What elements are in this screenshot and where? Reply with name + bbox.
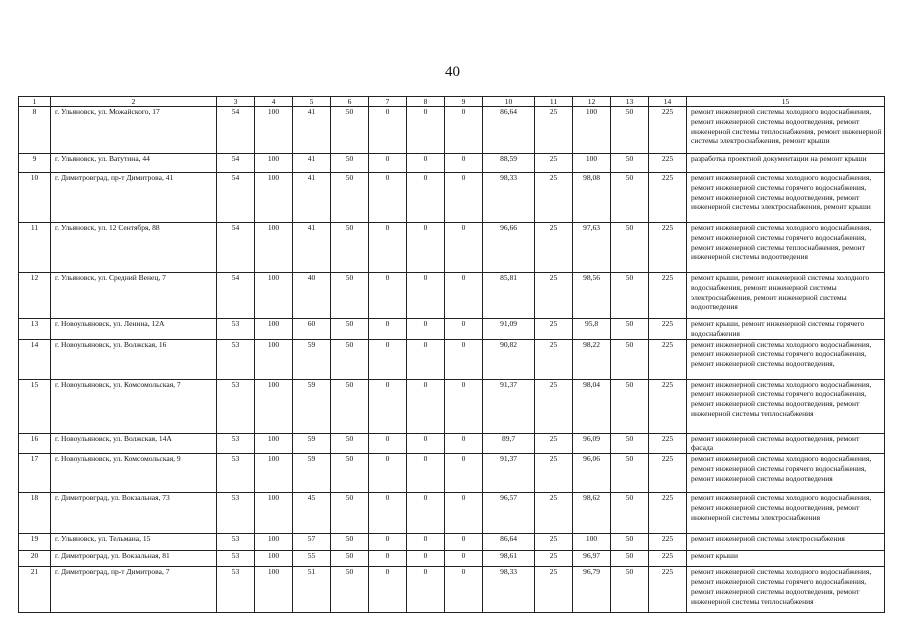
work-description-cell: ремонт крыши, ремонт инженерной системы холодного водоснабжения, ремонт инженерной системы электроснабжения, ремонт инженерной системы водоотведения [687,273,885,319]
row-number-cell: 8 [19,107,51,154]
table-cell: 50 [611,433,649,454]
table-cell: 96,97 [573,551,611,567]
table-cell: 100 [255,107,293,154]
table-cell: 50 [331,154,369,173]
table-cell: 60 [293,319,331,340]
address-cell: г. Новоульяновск, ул. Волжская, 14А [51,433,217,454]
table-cell: 100 [255,273,293,319]
table-cell: 0 [445,433,483,454]
table-cell: 25 [535,493,573,534]
column-number: 3 [217,97,255,107]
table-cell: 50 [331,319,369,340]
table-cell: 98,56 [573,273,611,319]
table-cell: 98,61 [483,551,535,567]
table-cell: 54 [217,107,255,154]
work-description-cell: ремонт инженерной системы холодного водоснабжения, ремонт инженерной системы водоотведения, ремонт инженерной системы теплоснабжения, ремонт инженерной системы электроснабжения, ремонт крыши [687,107,885,154]
table-cell: 53 [217,379,255,433]
row-number-cell: 18 [19,493,51,534]
table-cell: 59 [293,433,331,454]
table-cell: 59 [293,339,331,379]
table-cell: 225 [649,173,687,223]
table-cell: 100 [573,107,611,154]
table-row [19,433,885,454]
table-cell: 100 [255,339,293,379]
table-cell: 0 [407,454,445,493]
work-description-cell: ремонт инженерной системы электроснабжения [687,534,885,551]
table-cell: 25 [535,154,573,173]
table-cell: 0 [369,154,407,173]
table-cell: 25 [535,379,573,433]
table-cell: 41 [293,223,331,273]
table-cell: 0 [445,319,483,340]
table-cell: 86,64 [483,107,535,154]
table-cell: 0 [407,273,445,319]
address-cell: г. Новоульяновск, ул. Комсомольская, 9 [51,454,217,493]
column-number: 4 [255,97,293,107]
table-cell: 91,09 [483,319,535,340]
table-cell: 25 [535,567,573,613]
table-cell: 225 [649,534,687,551]
row-number-cell: 15 [19,379,51,433]
table-cell: 91,37 [483,454,535,493]
table-cell: 96,09 [573,433,611,454]
table-cell: 0 [445,379,483,433]
table-cell: 25 [535,433,573,454]
table-cell: 100 [255,223,293,273]
row-number-cell: 12 [19,273,51,319]
table-cell: 100 [255,154,293,173]
table-cell: 53 [217,534,255,551]
table-cell: 225 [649,551,687,567]
work-description-cell: ремонт инженерной системы холодного водоснабжения, ремонт инженерной системы водоотведения, ремонт инженерной системы электроснабжения [687,493,885,534]
table-cell: 41 [293,107,331,154]
table-cell: 0 [445,454,483,493]
column-number: 9 [445,97,483,107]
table-cell: 0 [407,319,445,340]
address-cell: г. Димитровград, ул. Вокзальная, 73 [51,493,217,534]
table-cell: 0 [369,454,407,493]
table-row [19,339,885,379]
table-cell: 0 [445,154,483,173]
table-cell: 100 [255,551,293,567]
address-cell: г. Ульяновск, ул. 12 Сентября, 88 [51,223,217,273]
address-cell: г. Димитровград, пр-т Димитрова, 7 [51,567,217,613]
table-cell: 96,66 [483,223,535,273]
table-cell: 100 [255,567,293,613]
table-cell: 0 [445,273,483,319]
table-cell: 0 [407,223,445,273]
column-number: 10 [483,97,535,107]
table-cell: 225 [649,339,687,379]
table-cell: 0 [445,493,483,534]
table-cell: 0 [369,173,407,223]
table-cell: 54 [217,154,255,173]
table-cell: 25 [535,551,573,567]
table-cell: 50 [611,379,649,433]
table-cell: 25 [535,339,573,379]
table-cell: 25 [535,173,573,223]
table-cell: 100 [573,534,611,551]
table-cell: 0 [407,339,445,379]
table-cell: 50 [331,339,369,379]
table-cell: 50 [331,551,369,567]
table-cell: 41 [293,173,331,223]
table-cell: 59 [293,379,331,433]
address-cell: г. Новоульяновск, ул. Волжская, 16 [51,339,217,379]
table-cell: 98,22 [573,339,611,379]
table-cell: 225 [649,154,687,173]
table-cell: 0 [407,433,445,454]
address-cell: г. Новоульяновск, ул. Ленина, 12А [51,319,217,340]
table-cell: 0 [369,223,407,273]
table-row [19,534,885,551]
table-cell: 41 [293,154,331,173]
table-row [19,551,885,567]
table-cell: 0 [445,551,483,567]
table-cell: 0 [445,223,483,273]
table-cell: 225 [649,379,687,433]
table-cell: 51 [293,567,331,613]
column-number: 8 [407,97,445,107]
address-cell: г. Димитровград, пр-т Димитрова, 41 [51,173,217,223]
row-number-cell: 17 [19,454,51,493]
table-cell: 225 [649,493,687,534]
table-cell: 50 [611,223,649,273]
table-cell: 97,63 [573,223,611,273]
table-row [19,319,885,340]
table-cell: 91,37 [483,379,535,433]
work-description-cell: ремонт крыши [687,551,885,567]
address-cell: г. Ульяновск, ул. Тельмана, 15 [51,534,217,551]
table-cell: 0 [369,493,407,534]
row-number-cell: 9 [19,154,51,173]
table-cell: 98,08 [573,173,611,223]
table-cell: 54 [217,273,255,319]
table-cell: 0 [407,551,445,567]
table-cell: 98,33 [483,567,535,613]
table-cell: 0 [407,493,445,534]
table-cell: 100 [255,173,293,223]
table-cell: 54 [217,223,255,273]
table-cell: 96,57 [483,493,535,534]
table-cell: 53 [217,433,255,454]
work-description-cell: ремонт крыши, ремонт инженерной системы горячего водоснабжения [687,319,885,340]
table-cell: 50 [611,173,649,223]
table-cell: 225 [649,273,687,319]
table-cell: 100 [255,379,293,433]
table-row [19,173,885,223]
column-number: 7 [369,97,407,107]
table-cell: 50 [611,454,649,493]
column-number: 5 [293,97,331,107]
table-cell: 98,04 [573,379,611,433]
table-cell: 0 [445,534,483,551]
table-row [19,493,885,534]
table-cell: 86,64 [483,534,535,551]
address-cell: г. Ульяновск, ул. Ватутина, 44 [51,154,217,173]
table-row [19,107,885,154]
table-cell: 96,79 [573,567,611,613]
table-cell: 0 [445,567,483,613]
table-cell: 0 [369,551,407,567]
table-cell: 0 [369,273,407,319]
table-cell: 0 [407,379,445,433]
table-row [19,379,885,433]
table-cell: 53 [217,454,255,493]
table-row [19,567,885,613]
table-cell: 50 [611,534,649,551]
table-cell: 89,7 [483,433,535,454]
table-cell: 25 [535,534,573,551]
table-cell: 225 [649,223,687,273]
table-row [19,454,885,493]
table-cell: 25 [535,223,573,273]
table-cell: 90,82 [483,339,535,379]
work-description-cell: ремонт инженерной системы холодного водоснабжения, ремонт инженерной системы горячего водоснабжения, ремонт инженерной системы теплоснабжения, ремонт инженерной системы водоотведения [687,223,885,273]
table-cell: 95,8 [573,319,611,340]
table-cell: 50 [331,493,369,534]
column-number: 1 [19,97,51,107]
table-cell: 100 [255,454,293,493]
column-number: 15 [687,97,885,107]
table-cell: 0 [407,567,445,613]
table-cell: 53 [217,319,255,340]
table-cell: 0 [369,379,407,433]
table-cell: 50 [331,433,369,454]
row-number-cell: 21 [19,567,51,613]
row-number-cell: 10 [19,173,51,223]
table-cell: 225 [649,567,687,613]
table-cell: 50 [331,107,369,154]
table-cell: 25 [535,273,573,319]
table-cell: 225 [649,454,687,493]
table-cell: 225 [649,433,687,454]
table-cell: 225 [649,319,687,340]
table-cell: 225 [649,107,687,154]
table-cell: 100 [573,154,611,173]
address-cell: г. Ульяновск, ул. Можайского, 17 [51,107,217,154]
table-cell: 45 [293,493,331,534]
row-number-cell: 16 [19,433,51,454]
column-number: 12 [573,97,611,107]
row-number-cell: 14 [19,339,51,379]
row-number-cell: 20 [19,551,51,567]
table-cell: 25 [535,107,573,154]
table-cell: 85,81 [483,273,535,319]
table-cell: 100 [255,433,293,454]
table-cell: 100 [255,319,293,340]
table-cell: 53 [217,551,255,567]
table-cell: 98,62 [573,493,611,534]
table-cell: 0 [445,107,483,154]
column-number: 13 [611,97,649,107]
table-cell: 0 [407,154,445,173]
work-description-cell: разработка проектной документации на ремонт крыши [687,154,885,173]
address-cell: г. Ульяновск, ул. Средний Венец, 7 [51,273,217,319]
row-number-cell: 13 [19,319,51,340]
table-row [19,154,885,173]
table-cell: 0 [445,339,483,379]
table-cell: 53 [217,339,255,379]
table-cell: 50 [611,339,649,379]
table-cell: 55 [293,551,331,567]
table-cell: 50 [331,379,369,433]
table-cell: 50 [611,551,649,567]
work-description-cell: ремонт инженерной системы холодного водоснабжения, ремонт инженерной системы горячего водоснабжения, ремонт инженерной системы водоотведения, ремонт инженерной системы электроснабжения, ремонт крыши [687,173,885,223]
table-cell: 88,59 [483,154,535,173]
table-cell: 98,33 [483,173,535,223]
table-cell: 53 [217,567,255,613]
table-cell: 0 [407,173,445,223]
table-cell: 59 [293,454,331,493]
table-row [19,273,885,319]
table-cell: 54 [217,173,255,223]
row-number-cell: 11 [19,223,51,273]
table-cell: 0 [445,173,483,223]
column-number-row [19,97,885,107]
table-cell: 0 [369,567,407,613]
row-number-cell: 19 [19,534,51,551]
table-cell: 50 [331,567,369,613]
table-cell: 25 [535,454,573,493]
table-cell: 50 [611,567,649,613]
table-cell: 0 [407,107,445,154]
work-description-cell: ремонт инженерной системы холодного водоснабжения, ремонт инженерной системы горячего водоснабжения, ремонт инженерной системы водоотведения, ремонт инженерной системы теплоснабжения [687,567,885,613]
column-number: 2 [51,97,217,107]
address-cell: г. Новоульяновск, ул. Комсомольская, 7 [51,379,217,433]
table-cell: 25 [535,319,573,340]
address-cell: г. Димитровград, ул. Вокзальная, 81 [51,551,217,567]
table-cell: 50 [331,173,369,223]
table-cell: 50 [611,107,649,154]
table-cell: 50 [331,273,369,319]
table-cell: 0 [407,534,445,551]
table-cell: 50 [331,454,369,493]
table-cell: 50 [331,223,369,273]
table-cell: 50 [611,273,649,319]
work-description-cell: ремонт инженерной системы холодного водоснабжения, ремонт инженерной системы горячего водоснабжения, ремонт инженерной системы водоотведения, ремонт инженерной системы теплоснабжения [687,379,885,433]
table-cell: 57 [293,534,331,551]
table-cell: 0 [369,433,407,454]
table-cell: 50 [611,493,649,534]
table-cell: 0 [369,319,407,340]
table-cell: 40 [293,273,331,319]
work-description-cell: ремонт инженерной системы холодного водоснабжения, ремонт инженерной системы горячего водоснабжения, ремонт инженерной системы водоотведения, [687,339,885,379]
works-table [18,96,885,613]
column-number: 14 [649,97,687,107]
table-cell: 50 [611,319,649,340]
table-cell: 100 [255,534,293,551]
table-cell: 0 [369,339,407,379]
table-row [19,223,885,273]
page-number: 40 [445,64,460,80]
table-cell: 53 [217,493,255,534]
table-cell: 50 [611,154,649,173]
table-cell: 0 [369,534,407,551]
work-description-cell: ремонт инженерной системы холодного водоснабжения, ремонт инженерной системы горячего водоснабжения, ремонт инженерной системы водоотведения [687,454,885,493]
column-number: 11 [535,97,573,107]
table-cell: 50 [331,534,369,551]
work-description-cell: ремонт инженерной системы водоотведения, ремонт фасада [687,433,885,454]
table-cell: 0 [369,107,407,154]
table-cell: 100 [255,493,293,534]
column-number: 6 [331,97,369,107]
table-cell: 96,06 [573,454,611,493]
